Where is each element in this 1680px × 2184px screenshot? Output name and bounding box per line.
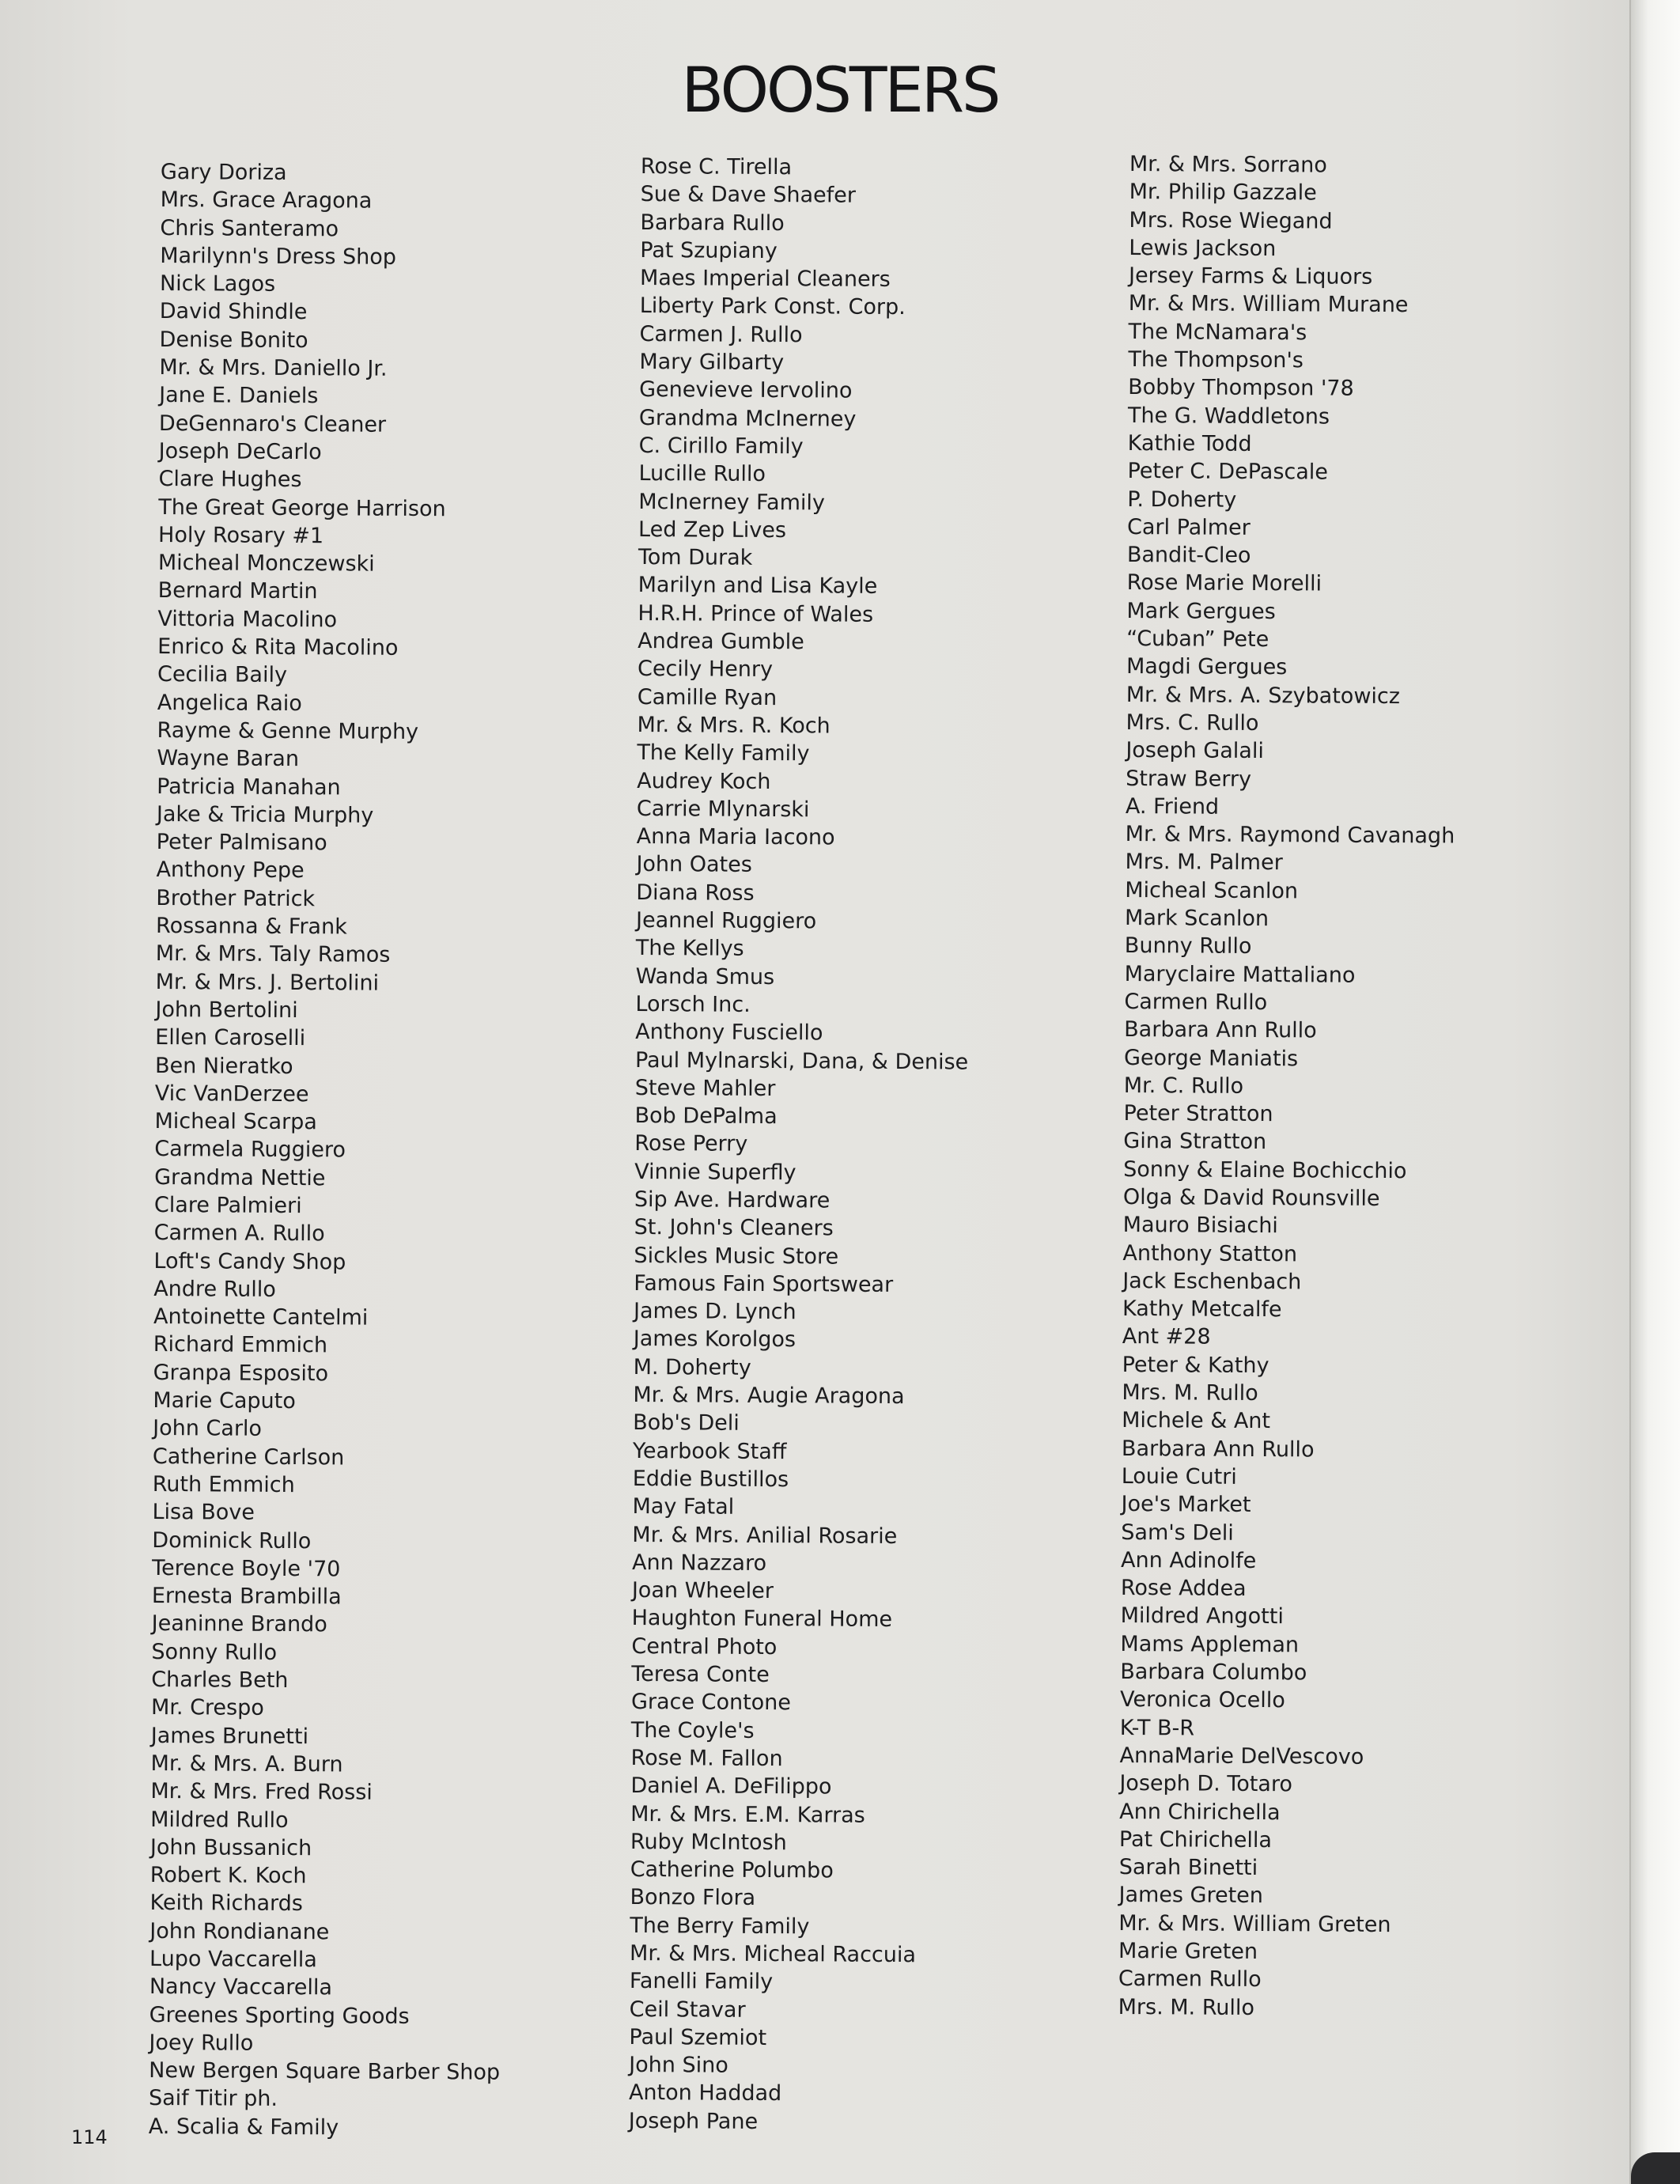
- booster-name: Jeaninne Brando: [151, 1611, 327, 1637]
- booster-name: Anna Maria Iacono: [636, 824, 835, 850]
- booster-name: Lisa Bove: [152, 1500, 255, 1526]
- booster-name: Joseph Galali: [1126, 738, 1264, 764]
- booster-name: Teresa Conte: [631, 1661, 770, 1688]
- booster-name: Bunny Rullo: [1124, 933, 1252, 960]
- booster-name: Jeannel Ruggiero: [635, 907, 817, 934]
- booster-name: Micheal Monczewski: [157, 551, 375, 577]
- booster-name: Sonny & Elaine Bochicchio: [1123, 1156, 1407, 1183]
- booster-name: Bernard Martin: [157, 578, 318, 604]
- booster-name: Mrs. M. Rullo: [1118, 1994, 1255, 2020]
- booster-name: Fanelli Family: [629, 1969, 774, 1995]
- booster-name: Clare Palmieri: [153, 1192, 302, 1219]
- booster-name: Sam's Deli: [1121, 1520, 1234, 1546]
- booster-name: Mr. Crespo: [150, 1695, 264, 1721]
- booster-name: Magdi Gergues: [1126, 654, 1288, 680]
- booster-name: Carmen Rullo: [1124, 989, 1268, 1015]
- booster-name: Vittoria Macolino: [157, 606, 338, 633]
- booster-name: The McNamara's: [1128, 319, 1307, 346]
- booster-name: Carmen A. Rullo: [153, 1221, 325, 1247]
- booster-name: Peter Stratton: [1123, 1101, 1273, 1127]
- booster-name: The Kellys: [635, 936, 744, 962]
- booster-name: Barbara Ann Rullo: [1121, 1436, 1315, 1463]
- booster-name: H.R.H. Prince of Wales: [638, 600, 874, 627]
- booster-name: Andrea Gumble: [638, 629, 804, 655]
- booster-name: A. Friend: [1125, 793, 1220, 819]
- booster-name: Anthony Fusciello: [635, 1020, 823, 1046]
- booster-name: The Thompson's: [1128, 347, 1304, 373]
- boosters-column-3: [1118, 150, 1459, 2023]
- booster-name: Haughton Funeral Home: [631, 1606, 893, 1633]
- booster-name: P. Doherty: [1127, 486, 1237, 513]
- booster-name: Catherine Carlson: [152, 1444, 345, 1471]
- booster-name: Jack Eschenbach: [1122, 1268, 1302, 1295]
- booster-name: Rayme & Genne Murphy: [157, 717, 419, 744]
- booster-name: Mildred Angotti: [1120, 1603, 1284, 1629]
- booster-name: David Shindle: [159, 299, 308, 325]
- booster-name: Genevieve Iervolino: [639, 377, 853, 404]
- booster-name: Eddie Bustillos: [632, 1466, 789, 1493]
- booster-name: Robert K. Koch: [149, 1863, 307, 1889]
- booster-name: Daniel A. DeFilippo: [630, 1773, 832, 1800]
- booster-name: K-T B-R: [1119, 1715, 1195, 1741]
- booster-name: Pat Chirichella: [1118, 1826, 1273, 1853]
- page-binding-edge: [1629, 0, 1680, 2184]
- booster-name: Joey Rullo: [149, 2030, 254, 2056]
- booster-name: Bob DePalma: [634, 1103, 778, 1130]
- booster-name: John Carlo: [153, 1416, 263, 1442]
- booster-name: Lorsch Inc.: [635, 991, 751, 1017]
- booster-name: “Cuban” Pete: [1126, 626, 1269, 653]
- booster-name: Paul Szemiot: [629, 2024, 767, 2050]
- booster-name: Anthony Statton: [1122, 1240, 1298, 1266]
- booster-name: James Greten: [1118, 1883, 1264, 1909]
- booster-name: Ann Nazzaro: [632, 1550, 767, 1576]
- booster-name: Joseph D. Totaro: [1119, 1771, 1293, 1797]
- booster-name: Famous Fain Sportswear: [634, 1270, 894, 1297]
- booster-name: The Kelly Family: [637, 740, 810, 766]
- booster-name: Louie Cutri: [1121, 1463, 1237, 1489]
- booster-name: Marie Caputo: [153, 1388, 296, 1414]
- booster-name: Catherine Polumbo: [630, 1857, 834, 1883]
- booster-name: Vinnie Superfly: [634, 1159, 796, 1185]
- booster-name: Rose M. Fallon: [630, 1745, 783, 1772]
- booster-name: Joe's Market: [1121, 1492, 1251, 1518]
- booster-name: Marie Greten: [1118, 1938, 1258, 1965]
- booster-name: Joseph Pane: [628, 2108, 759, 2134]
- booster-name: Vic VanDerzee: [154, 1081, 309, 1107]
- booster-name: The Coyle's: [630, 1717, 755, 1743]
- booster-name: Ruby McIntosh: [630, 1829, 787, 1855]
- booster-name: Greenes Sporting Goods: [149, 2002, 410, 2029]
- boosters-column-1: [149, 158, 512, 2143]
- page-number: 114: [71, 2126, 108, 2148]
- booster-name: Sonny Rullo: [151, 1639, 278, 1665]
- booster-name: Mr. & Mrs. E.M. Karras: [630, 1801, 865, 1828]
- booster-name: Bonzo Flora: [630, 1885, 756, 1911]
- booster-name: Jane E. Daniels: [159, 383, 319, 409]
- booster-name: Mrs. M. Palmer: [1125, 850, 1283, 876]
- booster-name: Marilynn's Dress Shop: [160, 243, 397, 270]
- booster-name: Nick Lagos: [159, 271, 276, 297]
- booster-name: James Korolgos: [633, 1327, 796, 1353]
- booster-name: Carrie Mlynarski: [636, 796, 810, 823]
- booster-name: Anton Haddad: [628, 2080, 782, 2106]
- booster-name: Ernesta Brambilla: [151, 1584, 342, 1610]
- booster-name: Lucille Rullo: [638, 461, 766, 487]
- booster-name: Chris Santeramo: [160, 215, 339, 241]
- booster-name: Holy Rosary #1: [157, 522, 324, 549]
- booster-name: Ruth Emmich: [152, 1471, 295, 1498]
- booster-name: Ann Adinolfe: [1121, 1547, 1257, 1573]
- booster-name: The Berry Family: [630, 1913, 810, 1940]
- booster-name: Richard Emmich: [153, 1332, 328, 1358]
- booster-name: Liberty Park Const. Corp.: [639, 293, 906, 320]
- booster-name: Anthony Pepe: [156, 857, 305, 884]
- booster-name: Yearbook Staff: [632, 1438, 787, 1464]
- booster-name: Denise Bonito: [159, 327, 308, 353]
- booster-name: Charles Beth: [151, 1667, 289, 1694]
- booster-name: Joseph DeCarlo: [158, 438, 322, 465]
- booster-name: McInerney Family: [638, 489, 826, 515]
- booster-name: Grandma Nettie: [154, 1164, 326, 1190]
- booster-name: Ben Nieratko: [154, 1053, 293, 1079]
- booster-name: Lupo Vaccarella: [149, 1946, 317, 1973]
- booster-name: Ceil Stavar: [629, 1997, 746, 2023]
- booster-name: Carmen Rullo: [1118, 1966, 1262, 1993]
- booster-name: John Oates: [636, 852, 752, 878]
- booster-name: Cecilia Baily: [157, 662, 288, 688]
- boosters-column-2: [629, 153, 974, 2137]
- booster-name: Central Photo: [631, 1633, 778, 1660]
- booster-name: Mr. & Mrs. Sorrano: [1129, 151, 1327, 178]
- booster-name: Veronica Ocello: [1119, 1687, 1285, 1713]
- booster-name: Mr. Philip Gazzale: [1129, 180, 1317, 206]
- booster-name: Maryclaire Mattaliano: [1124, 961, 1356, 988]
- booster-name: James Brunetti: [150, 1723, 309, 1749]
- booster-name: Rose Perry: [634, 1131, 748, 1157]
- booster-name: Mr. & Mrs. Raymond Cavanagh: [1125, 822, 1455, 849]
- booster-name: Maes Imperial Cleaners: [639, 266, 891, 293]
- booster-name: Sickles Music Store: [634, 1243, 839, 1270]
- booster-name: Mark Scanlon: [1124, 905, 1269, 932]
- booster-name: M. Doherty: [633, 1354, 751, 1380]
- booster-name: Mr. & Mrs. Augie Aragona: [633, 1383, 905, 1410]
- booster-name: Mr. & Mrs. J. Bertolini: [155, 969, 380, 996]
- booster-name: Mrs. Grace Aragona: [160, 187, 373, 214]
- booster-name: Straw Berry: [1126, 766, 1252, 792]
- booster-name: Sarah Binetti: [1118, 1855, 1258, 1881]
- booster-name: Ann Chirichella: [1119, 1799, 1281, 1825]
- booster-name: The Great George Harrison: [158, 494, 446, 521]
- booster-name: Mr. & Mrs. Taly Ramos: [155, 941, 391, 968]
- booster-name: Rossanna & Frank: [155, 913, 347, 940]
- page-title: BOOSTERS: [681, 55, 999, 127]
- booster-name: John Sino: [629, 2053, 728, 2078]
- booster-name: Carmen J. Rullo: [639, 321, 803, 348]
- booster-name: Grandma McInerney: [638, 405, 857, 432]
- booster-name: Mr. & Mrs. Fred Rossi: [150, 1779, 373, 1805]
- booster-name: Michele & Ant: [1122, 1408, 1271, 1434]
- booster-name: Ellen Caroselli: [155, 1025, 306, 1051]
- booster-name: Carmela Ruggiero: [154, 1137, 346, 1163]
- booster-name: Mildred Rullo: [150, 1807, 289, 1833]
- booster-name: Peter & Kathy: [1122, 1352, 1269, 1378]
- booster-name: Kathie Todd: [1127, 430, 1252, 456]
- booster-name: Bandit-Cleo: [1126, 543, 1251, 569]
- booster-name: Tom Durak: [638, 545, 753, 571]
- booster-name: Sue & Dave Shaefer: [640, 182, 856, 208]
- booster-name: Mr. & Mrs. R. Koch: [637, 712, 831, 739]
- booster-name: Marilyn and Lisa Kayle: [638, 573, 878, 600]
- booster-name: Jersey Farms & Liquors: [1128, 263, 1373, 290]
- booster-name: Olga & David Rounsville: [1122, 1184, 1380, 1211]
- booster-name: John Bertolini: [155, 997, 298, 1023]
- booster-name: Peter Palmisano: [156, 830, 327, 856]
- booster-name: Kathy Metcalfe: [1122, 1296, 1282, 1323]
- booster-name: Rose C. Tirella: [640, 153, 793, 180]
- booster-name: Mr. & Mrs. A. Burn: [150, 1751, 343, 1777]
- booster-name: Barbara Rullo: [640, 210, 785, 236]
- booster-name: Mr. & Mrs. William Murane: [1128, 291, 1409, 318]
- booster-name: Nancy Vaccarella: [149, 1974, 333, 2000]
- booster-name: Audrey Koch: [637, 768, 771, 794]
- booster-name: C. Cirillo Family: [638, 433, 804, 460]
- booster-name: Granpa Esposito: [153, 1360, 329, 1387]
- booster-name: James D. Lynch: [633, 1299, 796, 1325]
- booster-name: Antoinette Cantelmi: [153, 1304, 369, 1330]
- booster-name: Mr. & Mrs. A. Szybatowicz: [1126, 682, 1401, 709]
- booster-name: Saif Titir ph.: [148, 2086, 278, 2112]
- booster-name: Mrs. C. Rullo: [1126, 710, 1259, 736]
- booster-name: Led Zep Lives: [638, 517, 787, 543]
- booster-name: Carl Palmer: [1126, 514, 1251, 540]
- booster-name: Clare Hughes: [158, 467, 302, 493]
- booster-name: Micheal Scarpa: [154, 1109, 317, 1135]
- booster-name: Brother Patrick: [156, 885, 316, 911]
- booster-name: Grace Contone: [630, 1690, 792, 1716]
- binding-shadow: [1631, 2152, 1680, 2184]
- booster-name: Barbara Ann Rullo: [1124, 1017, 1317, 1043]
- booster-name: Mr. & Mrs. Daniello Jr.: [159, 355, 388, 381]
- booster-name: Mrs. Rose Wiegand: [1129, 207, 1333, 234]
- booster-name: Andre Rullo: [153, 1276, 276, 1302]
- booster-name: Gina Stratton: [1123, 1129, 1267, 1155]
- booster-name: The G. Waddletons: [1127, 403, 1330, 430]
- booster-name: Mauro Bisiachi: [1122, 1213, 1278, 1239]
- booster-name: George Maniatis: [1123, 1045, 1299, 1071]
- booster-name: Rose Marie Morelli: [1126, 570, 1322, 596]
- booster-name: Mrs. M. Rullo: [1122, 1380, 1258, 1406]
- booster-name: St. John's Cleaners: [634, 1215, 834, 1241]
- booster-name: Terence Boyle '70: [152, 1555, 341, 1582]
- booster-name: Jake & Tricia Murphy: [156, 801, 374, 828]
- booster-name: Mr. C. Rullo: [1123, 1073, 1244, 1099]
- booster-name: Micheal Scanlon: [1125, 877, 1299, 904]
- booster-name: Loft's Candy Shop: [153, 1248, 346, 1275]
- booster-name: Patricia Manahan: [157, 774, 341, 800]
- booster-name: Paul Mylnarski, Dana, & Denise: [634, 1047, 969, 1075]
- booster-name: Rose Addea: [1120, 1576, 1247, 1602]
- booster-name: Steve Mahler: [634, 1075, 776, 1101]
- booster-name: AnnaMarie DelVescovo: [1119, 1743, 1364, 1770]
- booster-name: Pat Szupiany: [640, 237, 778, 263]
- booster-name: Diana Ross: [636, 880, 755, 906]
- booster-name: May Fatal: [632, 1494, 735, 1520]
- booster-name: John Bussanich: [149, 1834, 312, 1861]
- booster-name: Barbara Columbo: [1120, 1659, 1307, 1686]
- booster-name: Sip Ave. Hardware: [634, 1187, 831, 1213]
- booster-name: Mr. & Mrs. Micheal Raccuia: [629, 1940, 917, 1968]
- booster-name: A. Scalia & Family: [148, 2114, 339, 2140]
- booster-name: Ant #28: [1122, 1324, 1211, 1350]
- booster-name: Dominick Rullo: [152, 1527, 312, 1554]
- booster-name: Peter C. DePascale: [1127, 459, 1329, 485]
- booster-name: Wanda Smus: [635, 963, 775, 990]
- booster-name: John Rondianane: [149, 1918, 330, 1945]
- booster-name: Angelica Raio: [157, 690, 302, 716]
- booster-name: Mary Gilbarty: [639, 350, 785, 376]
- booster-name: Mark Gergues: [1126, 598, 1276, 624]
- booster-name: Enrico & Rita Macolino: [157, 634, 399, 660]
- booster-name: Mr. & Mrs. William Greten: [1118, 1910, 1391, 1937]
- booster-name: Mams Appleman: [1120, 1631, 1300, 1658]
- booster-name: New Bergen Square Barber Shop: [149, 2058, 501, 2085]
- booster-name: Joan Wheeler: [631, 1578, 774, 1604]
- booster-name: Camille Ryan: [637, 684, 778, 710]
- booster-name: Cecily Henry: [637, 657, 774, 683]
- booster-name: Lewis Jackson: [1129, 235, 1277, 262]
- booster-name: Mr. & Mrs. Anilial Rosarie: [632, 1522, 898, 1549]
- booster-name: DeGennaro's Cleaner: [158, 411, 387, 437]
- booster-name: Bobby Thompson '78: [1128, 375, 1354, 402]
- booster-name: Bob's Deli: [633, 1410, 740, 1436]
- booster-name: Keith Richards: [149, 1891, 303, 1917]
- booster-name: Wayne Baran: [157, 746, 300, 772]
- booster-name: Gary Doriza: [160, 159, 287, 185]
